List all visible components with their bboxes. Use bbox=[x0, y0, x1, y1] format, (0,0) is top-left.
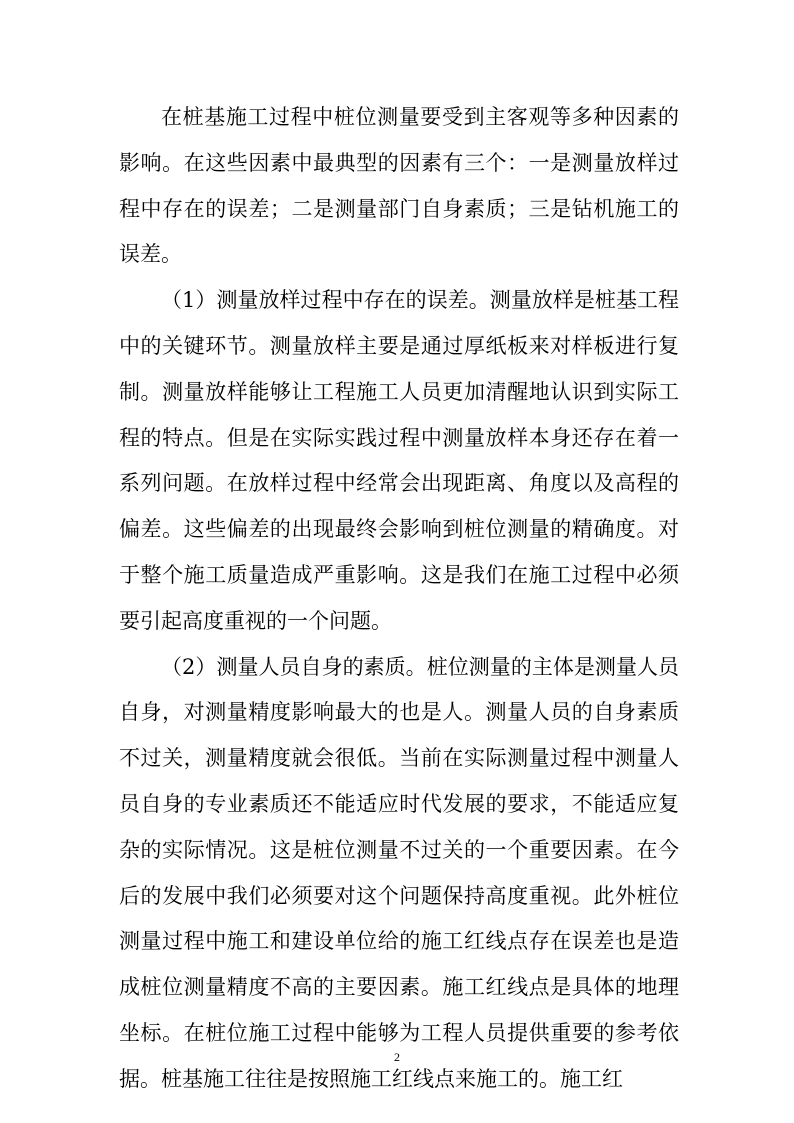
paragraph-personnel-quality: （2）测量人员自身的素质。桩位测量的主体是测量人员自身，对测量精度影响最大的也是人。测量人员的自身素质不过关，测量精度就会很低。当前在实际测量过程中测量人员自身的专业素质还不能适应时代发展的要求，不能适应复杂的实际情况。这是桩位测量不过关的一个重要因素。在今后的发展中我们必须要对这个问题保持高度重视。此外桩位测量过程中施工和建设单位给的施工红线点存在误差也是造成桩位测量精度不高的主要因素。施工红线点是具体的地理坐标。在桩位施工过程中能够为工程人员提供重要的参考依据。桩基施工往往是按照施工红线点来施工的。施工红 bbox=[119, 654, 679, 1091]
document-body bbox=[119, 95, 679, 1103]
page-number: 2 bbox=[394, 1050, 400, 1064]
paragraph-intro: 在桩基施工过程中桩位测量要受到主客观等多种因素的影响。在这些因素中最典型的因素有三个：一是测量放样过程中存在的误差；二是测量部门自身素质；三是钻机施工的误差。 bbox=[119, 105, 679, 267]
paragraph-survey-error: （1）测量放样过程中存在的误差。测量放样是桩基工程中的关键环节。测量放样主要是通过厚纸板来对样板进行复制。测量放样能够让工程施工人员更加清醒地认识到实际工程的特点。但是在实际实践过程中测量放样本身还存在着一系列问题。在放样过程中经常会出现距离、角度以及高程的偏差。这些偏差的出现最终会影响到桩位测量的精确度。对于整个施工质量造成严重影响。这是我们在施工过程中必须要引起高度重视的一个问题。 bbox=[119, 288, 679, 633]
